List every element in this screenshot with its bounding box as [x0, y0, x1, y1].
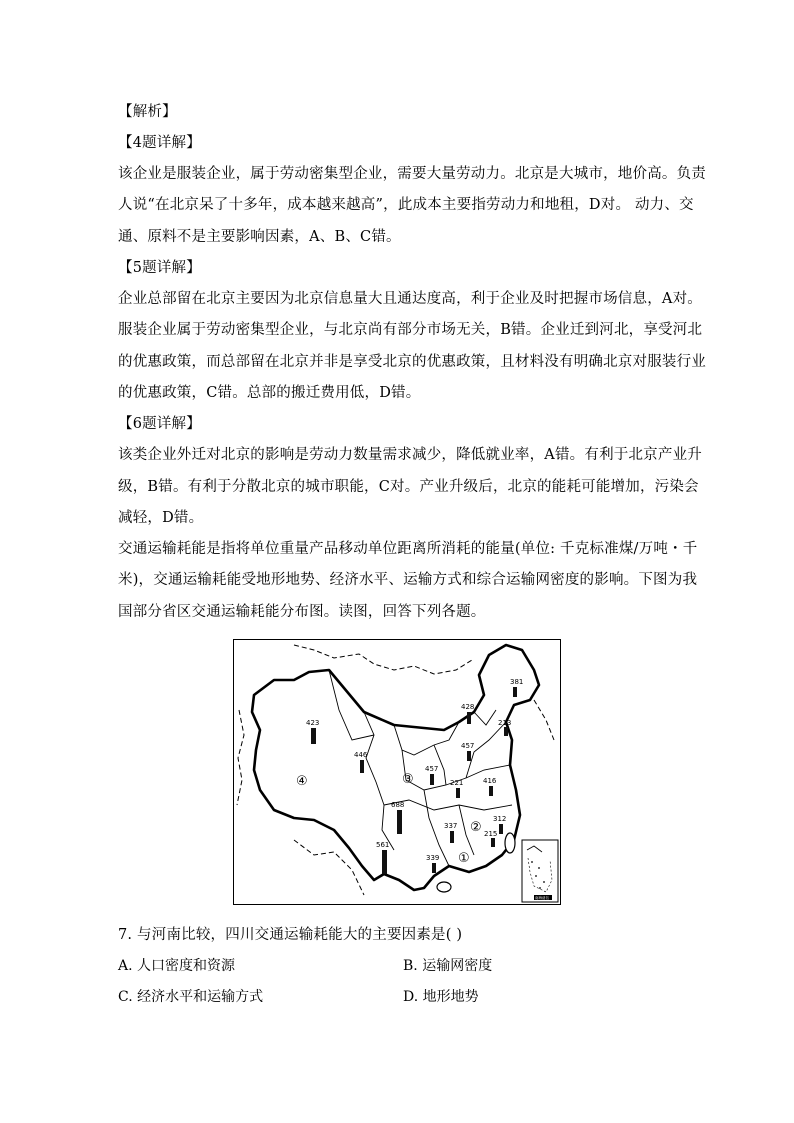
bar-hubei: [456, 788, 460, 798]
value-label-10: 688: [391, 801, 405, 809]
region-marker-1: ①: [458, 851, 470, 866]
value-label-6: 457: [461, 742, 475, 750]
bar-neimenggu: [467, 712, 471, 724]
q7-option-c[interactable]: C. 经济水平和运输方式: [118, 989, 264, 1005]
inset-label: 南海诸岛: [535, 896, 549, 900]
q6-line-3: 减轻，D错。: [118, 510, 204, 526]
foreign-border-south: [294, 840, 364, 895]
china-map-svg: [234, 640, 560, 904]
q4-line-2: 人说“在北京呆了十多年，成本越来越高”，此成本主要指劳动力和地租，D对。 动力、交: [118, 197, 694, 213]
value-label-11: 337: [444, 822, 458, 830]
q4-line-1: 该企业是服装企业，属于劳动密集型企业，需要大量劳动力。北京是大城市，地价高。负责: [118, 166, 706, 182]
q5-line-4: 的优惠政策，C错。总部的搬迁费用低，D错。: [118, 385, 421, 401]
value-label-3: 213: [498, 719, 512, 727]
region-marker-4: ④: [296, 774, 308, 789]
bar-xinjiang: [311, 728, 316, 744]
q4-heading: 【4题详解】: [118, 135, 201, 151]
value-label-4: 423: [306, 719, 320, 727]
value-label-13: 215: [484, 830, 498, 838]
foreign-border-west: [237, 710, 244, 805]
south-china-sea-inset: [522, 840, 558, 902]
value-label-14: 561: [376, 841, 390, 849]
bar-gansu: [360, 760, 364, 773]
q5-line-3: 的优惠政策，而总部留在北京并非是享受北京的优惠政策，且材料没有明确北京对服装行业: [118, 354, 706, 370]
value-label-8: 221: [450, 779, 464, 787]
analysis-heading: 【解析】: [118, 104, 177, 120]
value-label-5: 446: [354, 751, 368, 759]
q5-heading: 【5题详解】: [118, 260, 201, 276]
bar-hunan: [450, 831, 454, 843]
bar-heilongjiang: [513, 687, 517, 697]
q6-line-2: 级，B错。有利于分散北京的城市职能，C对。产业升级后，北京的能耗可能增加，污染会: [118, 479, 699, 495]
q4-line-3: 通、原料不是主要影响因素，A、B、C错。: [118, 229, 401, 245]
bar-anhui: [489, 786, 493, 796]
value-label-9: 416: [483, 777, 497, 785]
hainan-island: [437, 882, 451, 892]
bar-fujian: [499, 824, 503, 834]
q6-line-1: 该类企业外迁对北京的影响是劳动力数量需求减少，降低就业率，A错。有利于北京产业升: [118, 447, 702, 463]
region-marker-3: ③: [402, 772, 414, 787]
bar-liaoning: [504, 727, 508, 736]
value-label-15: 339: [426, 854, 440, 862]
taiwan-island: [505, 833, 515, 853]
intro-line-2: 米)，交通运输耗能受地形地势、经济水平、运输方式和综合运输网密度的影响。下图为我: [118, 572, 698, 588]
intro-line-1: 交通运输耗能是指将单位重量产品移动单位距离所消耗的能量(单位: 千克标准煤/万吨・千: [118, 541, 698, 557]
bar-guangxi: [432, 863, 436, 873]
q7-option-a[interactable]: A. 人口密度和资源: [118, 958, 236, 974]
q5-line-1: 企业总部留在北京主要因为北京信息量大且通达度高，利于企业及时把握市场信息，A对。: [118, 291, 702, 307]
q7-option-d[interactable]: D. 地形地势: [403, 989, 479, 1005]
q7-stem: 7. 与河南比较，四川交通运输耗能大的主要因素是( ): [118, 927, 463, 943]
bar-guangdong: [491, 838, 495, 847]
region-marker-2: ②: [470, 820, 482, 835]
q5-line-2: 服装企业属于劳动密集型企业，与北京尚有部分市场无关，B错。企业迁到河北，享受河北: [118, 322, 703, 338]
q6-heading: 【6题详解】: [118, 416, 201, 432]
value-label-1: 381: [510, 678, 524, 686]
bar-sichuan: [397, 810, 402, 834]
q7-option-b[interactable]: B. 运输网密度: [403, 958, 493, 974]
foreign-border-east: [534, 700, 554, 740]
bar-henan: [430, 774, 434, 785]
value-label-2: 428: [461, 703, 475, 711]
energy-map-figure: [233, 639, 561, 905]
value-label-12: 312: [493, 815, 507, 823]
bar-shanxi: [467, 751, 471, 761]
bar-yunnan: [382, 850, 387, 874]
value-label-7: 457: [425, 765, 439, 773]
intro-line-3: 国部分省区交通运输耗能分布图。读图，回答下列各题。: [118, 604, 486, 620]
